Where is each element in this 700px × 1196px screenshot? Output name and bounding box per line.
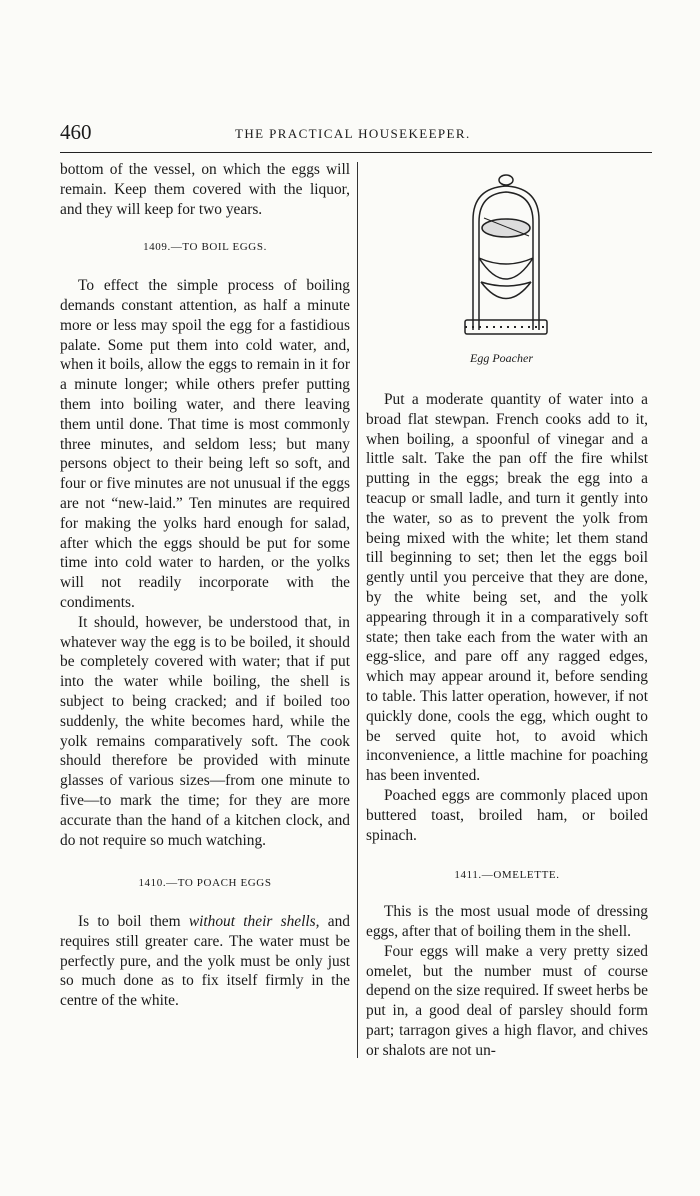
paragraph-1410: [60, 912, 350, 1011]
page-number: 460: [60, 120, 92, 144]
heading-1411: 1411.—OMELETTE.: [454, 869, 560, 882]
paragraph-1409-b: It should, however, be understood that, in whatever way the egg is to be boiled, it should be completely covered with water; that if put into the water while boiling, the shell is subject to being cracked; and if boiled too suddenly, the white becomes hard, while the yolk remains comparatively soft. The cook should therefore be provided with minute glasses of various sizes—from one minute to five—to mark the time; for they are more accurate than the hand of a kitchen clock, and do not require so much watching.: [60, 613, 350, 849]
paragraph-1410-italic: without their shells,: [188, 913, 320, 931]
page-header: [60, 118, 652, 148]
egg-poacher-figure: [355, 160, 648, 375]
continued-paragraph: bottom of the vessel, on which the eggs will remain. Keep them covered with the liquor, and they will keep for two years.: [60, 161, 350, 218]
left-column: [60, 160, 350, 1011]
paragraph-1410-start: Is to boil them: [78, 913, 189, 931]
paragraph-1410-end: and requires still greater care. The water must be perfectly pure, and the yolk must be only just so much done as to fix itself firmly in the centre of the white.: [60, 913, 350, 1010]
right-column: [355, 160, 648, 1061]
header-rule: [60, 152, 652, 153]
paragraph-1411-b: Four eggs will make a very pretty sized omelet, but the number must of course depend on the size required. If sweet herbs be put in, a good deal of parsley should form part; tarragon gives a high flavor, and chives or shalots are not un-: [366, 942, 648, 1059]
heading-1409: 1409.—TO BOIL EGGS.: [143, 241, 267, 254]
heading-1410: 1410.—TO POACH EGGS: [138, 877, 272, 890]
running-title: THE PRACTICAL HOUSEKEEPER.: [235, 126, 471, 141]
egg-poacher-illustration: [451, 170, 561, 345]
paragraph-poach-b: Poached eggs are commonly placed upon buttered toast, broiled ham, or boiled spinach.: [366, 786, 648, 844]
paragraph-poach-a: Put a moderate quantity of water into a broad flat stewpan. French cooks add to it, when boiling, a spoonful of vinegar and a little salt. Take the pan off the fire whilst putting in the eggs; break the egg into a teacup or small ladle, and turn it gently into the water, so as to prevent the yolk from being mixed with the white; let them stand till beginning to set; then let the eggs boil gently until you perceive that they are done, by the white being set, and the yolk appearing through it in a comparatively soft state; then take each from the water with an egg-slice, and pare off any ragged edges, which may appear around it, before sending to table. This latter operation, however, if not quickly done, cools the egg, which ought to be served quite hot, to avoid which inconvenience, a little machine for poaching has been invented.: [366, 391, 648, 785]
figure-caption: Egg Poacher: [470, 351, 533, 365]
paragraph-1409-a: To effect the simple process of boiling demands constant attention, as half a minute more or less may spoil the egg for a fastidious palate. Some put them into cold water, and, when it boils, allow the eggs to remain in it for a minute longer; while others prefer putting them into boiling water, and there leaving them until done. That time is most commonly three minutes, and seldom less; but many persons object to their being left so soft, and four or five minutes are not unusual if the eggs are not “new-laid.” Ten minutes are required for making the yolks hard enough for salad, after which the eggs should be put for some time into cold water to harden, or the yolks will not readily incorporate with the condiments.: [60, 277, 350, 611]
paragraph-1411-a: This is the most usual mode of dressing eggs, after that of boiling them in the shell.: [366, 903, 648, 940]
